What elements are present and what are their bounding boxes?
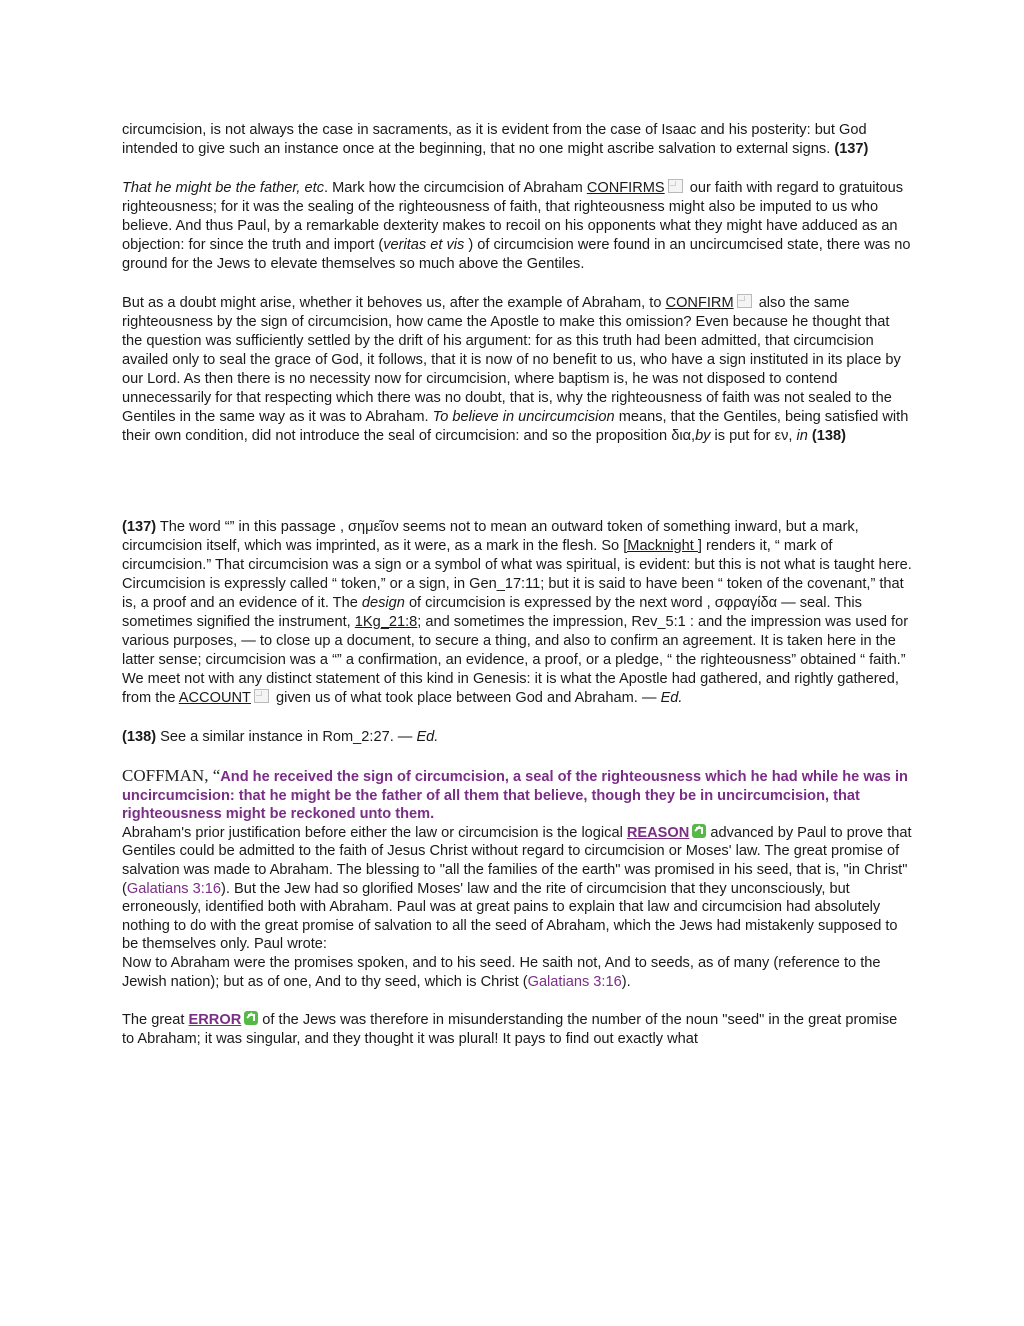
external-link-icon[interactable] <box>692 824 706 838</box>
paragraph-3 <box>122 294 912 446</box>
footnote-ref-138[interactable]: (138) <box>807 428 846 444</box>
error-link[interactable]: ERROR <box>188 1012 242 1029</box>
paragraph-3-italic: To believe in uncircumcision <box>432 409 615 425</box>
coffman-commentary <box>122 767 912 991</box>
paragraph-3-text-a: But as a doubt might arise, whether it behoves us, after the example of Abraham, to <box>122 295 666 311</box>
document-page <box>122 121 912 1048</box>
paragraph-1 <box>122 121 912 159</box>
coffman-quote-text: Now to Abraham were the promises spoken, and to his seed. He saith not, And to seeds, as of many (reference to the Jewish nation); but as of one, And to thy seed, which is Christ ( <box>122 954 881 990</box>
footnote-ref-137[interactable]: (137) <box>834 141 869 157</box>
final-text-a: The great <box>122 1012 189 1029</box>
coffman-verse: And he received the sign of circumcision, a seal of the righteousness which he had while he was in uncircumcision: that he might be the father of all them that believe, though they be in uncircumcision, that righteousness might be reckoned unto them. <box>122 769 908 823</box>
editor-mark: Ed. <box>660 690 683 706</box>
paragraph-3-text-b: also the same righteousness by the sign of circumcision, how came the Apostle to make this omission? Even because he thought that the question was sufficiently settled by the drift of his argument: for as this truth had been admitted, that circumcision availed only to seal the grace of God, it follows, that it is now of no benefit to us, who have a sign instituted in its place by our Lord. As then there is no necessity now for circumcision, where baptism is, he was not disposed to contend unnecessarily for that respecting which there was no doubt, that is, why the righteousness of faith was not sealed to the Gentiles in the same way as it was to Abraham. <box>122 295 901 425</box>
coffman-lead: COFFMAN, “ <box>122 766 221 785</box>
paragraph-2-lead: That he might be the father, etc <box>122 180 325 196</box>
final-text-b: of the Jews was therefore in misunderstanding the number of the noun "seed" in the great promise to Abraham; it was singular, and they thought it was plural! It pays to find out exactly what <box>122 1012 898 1047</box>
macknight-link[interactable]: [Macknight ] <box>623 538 702 554</box>
confirms-link[interactable]: CONFIRMS <box>586 180 665 196</box>
coffman-text-b: advanced by Paul to prove that Gentiles could be admitted to the faith of Jesus Christ without regard to circumcision or Moses' law. The great promise of salvation was made to Abraham. The blessing to "all the families of the earth" was promised in his seed, that is, "in Christ" ( <box>122 824 912 897</box>
footnote-137-text-a: The word “” in this passage , σημεῖον seems not to mean an outward token of something inward, but a mark, circumcision itself, which was imprinted, as it were, as a mark in the flesh. So <box>122 519 859 554</box>
word-by: by <box>695 428 711 444</box>
footnote-138 <box>122 728 912 747</box>
external-link-icon[interactable] <box>244 1011 258 1025</box>
footnote-number: (138) <box>122 729 157 745</box>
broken-image-icon <box>668 179 683 193</box>
footnote-137-text-c: of circumcision is expressed by the next word , σφραγίδα — seal. This sometimes signified the instrument, <box>122 595 862 630</box>
galatians-reference[interactable]: Galatians 3:16 <box>527 973 622 990</box>
paragraph-1-text: circumcision, is not always the case in sacraments, as it is evident from the case of Isaac and his posterity: but God intended to give such an instance once at the beginning, that no one might ascribe salvation to external signs. <box>122 122 867 157</box>
editor-mark: Ed. <box>416 729 439 745</box>
footnote-number: (137) <box>122 519 157 535</box>
coffman-heading <box>122 767 912 824</box>
paragraph-2 <box>122 179 912 274</box>
coffman-quote <box>122 954 912 991</box>
broken-image-icon <box>737 294 752 308</box>
galatians-reference[interactable]: Galatians 3:16 <box>126 880 221 897</box>
paragraph-3-text-c: means, that the Gentiles, being satisfied with their own condition, did not introduce the seal of circumcision: and so the proposition δια, <box>122 409 909 444</box>
footnote-138-text: See a similar instance in Rom_2:27. — <box>156 729 417 745</box>
coffman-text-a: Abraham's prior justification before either the law or circumcision is the logical <box>122 824 627 841</box>
latin-phrase: veritas et vis <box>383 237 465 253</box>
coffman-text-c: ). But the Jew had so glorified Moses' law and the rite of circumcision that they unconsciously, but erroneously, identified both with Abraham. Paul was at great pains to explain that law and circumcision had absolutely nothing to do with the great promise of salvation to all the seed of Abraham, which the Jews had mistakenly supposed to be themselves only. Paul wrote: <box>122 880 898 953</box>
word-in: in <box>796 428 808 444</box>
footnote-137-text-d: ; and sometimes the impression, Rev_5:1 : and the impression was used for various purposes, — to close up a document, to secure a thing, and also to confirm an agreement. It is taken here in the latter sense; circumcision was a “” a confirmation, an evidence, a proof, or a pledge, “ the righteousness” obtained “ faith.” We meet not with any distinct statement of this kind in Genesis: it is what the Apostle had gathered, and rightly gathered, from the <box>122 614 909 706</box>
final-paragraph <box>122 1011 912 1048</box>
paragraph-2-text-c: ) of circumcision were found in an uncircumcised state, there was no ground for the Jews to elevate themselves so much above the Gentiles. <box>122 237 911 272</box>
kings-reference-link[interactable]: 1Kg_21:8 <box>354 614 418 630</box>
footnote-137-text-e: given us of what took place between God and Abraham. — <box>271 690 661 706</box>
paragraph-2-text-a: . Mark how the circumcision of Abraham <box>324 180 587 196</box>
reason-link[interactable]: REASON <box>626 824 690 841</box>
confirm-link[interactable]: CONFIRM <box>665 295 734 311</box>
account-link[interactable]: ACCOUNT <box>178 690 251 706</box>
word-design: design <box>361 595 405 611</box>
footnote-137-text-b: renders it, “ mark of circumcision.” That circumcision was a sign or a symbol of what was spiritual, is evident: but this is not what is taught here. Circumcision is expressly called “ token,” or a sign, in Gen_17:11; but it is said to have been “ token of the covenant,” that is, a proof and an evidence of it. The <box>122 538 912 611</box>
coffman-quote-end: ). <box>621 973 631 990</box>
coffman-body <box>122 824 912 954</box>
broken-image-icon <box>254 689 269 703</box>
footnote-137 <box>122 518 912 708</box>
paragraph-2-text-b: our faith with regard to gratuitous righteousness; for it was the sealing of the righteousness of faith, that righteousness might also be imputed to us who believe. And thus Paul, by a remarkable dexterity makes to recoil on his opponents what they might have adduced as an objection: for since the truth and import ( <box>122 180 904 253</box>
paragraph-3-text-d: is put for εν, <box>710 428 797 444</box>
